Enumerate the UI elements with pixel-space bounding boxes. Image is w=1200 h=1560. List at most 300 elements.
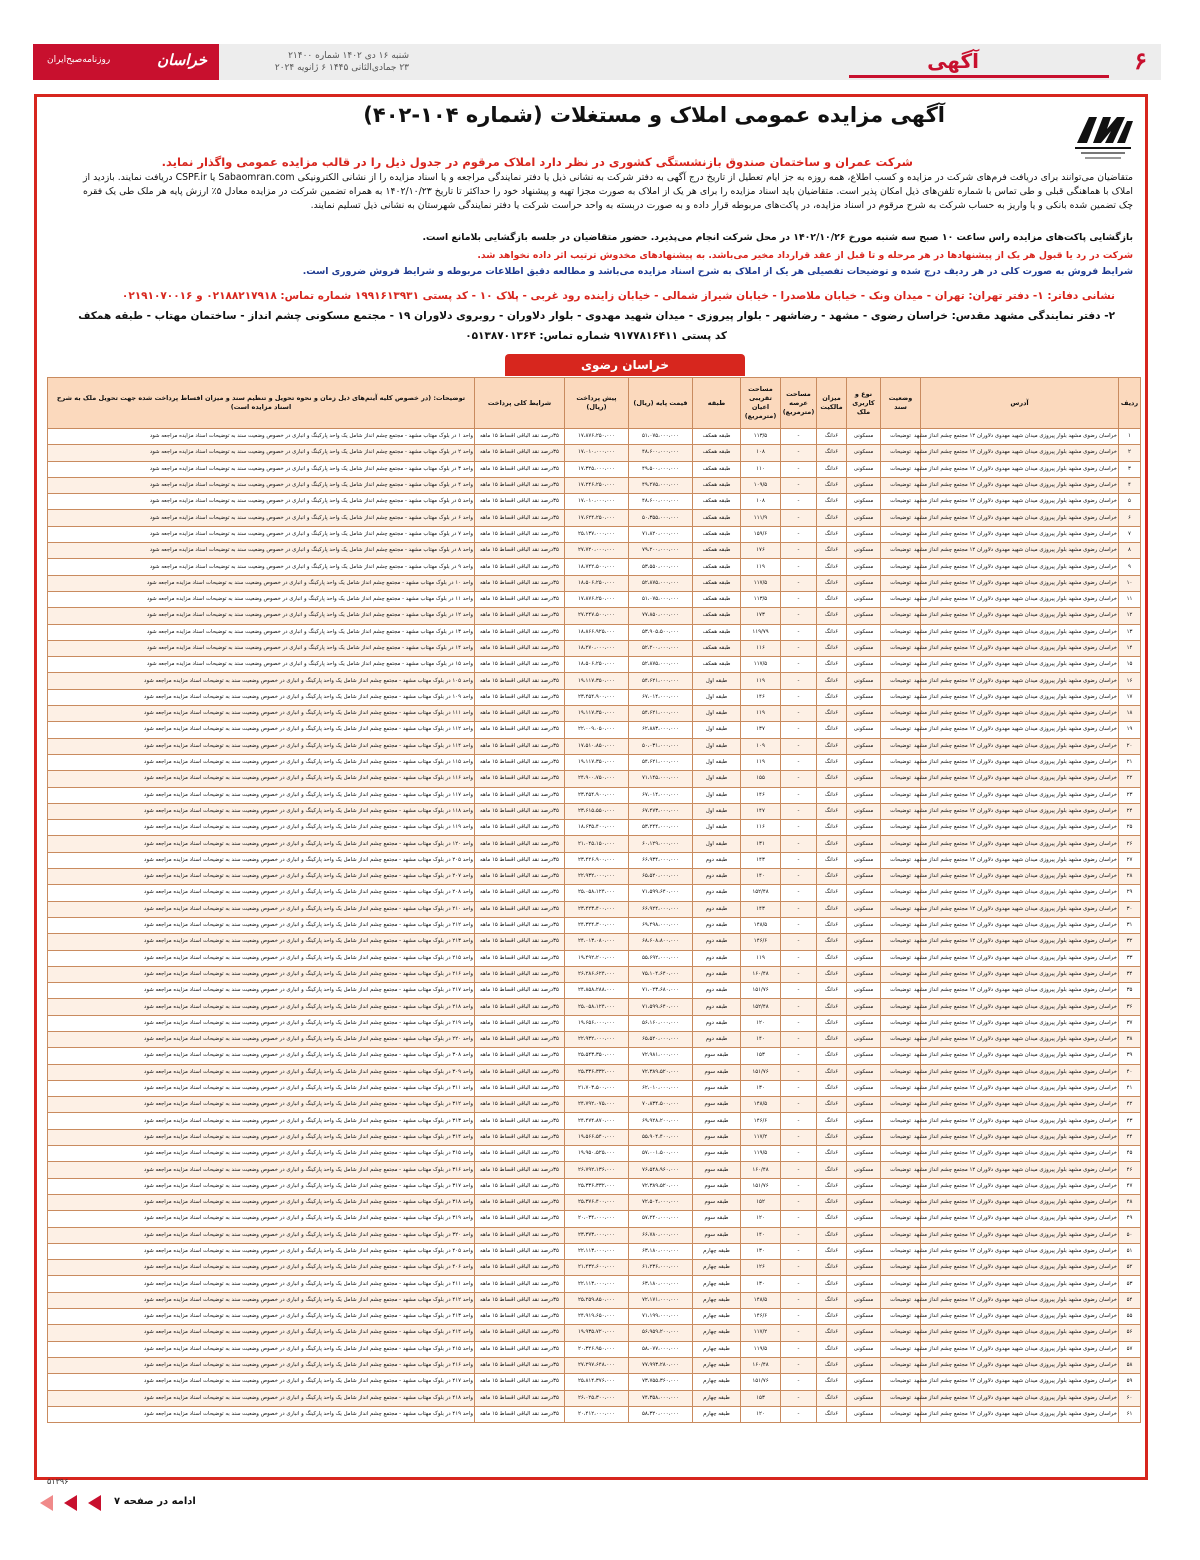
- description-cell: واحد ۶ در بلوک مهتاب مشهد - مجتمع چشم انداز شامل یک واحد پارکینگ و انباری در خصوص وضعیت سند به توضیحات اسناد مزایده مراجعه شود: [48, 510, 475, 526]
- description-cell: واحد ۲۱۷ در بلوک مهتاب مشهد - مجتمع چشم انداز شامل یک واحد پارکینگ و انباری در خصوص وضعیت سند به توضیحات اسناد مزایده مراجعه شود: [48, 983, 475, 999]
- floor-cell: طبقه سوم: [693, 1162, 741, 1178]
- row-number: ۴۲: [1119, 1097, 1141, 1113]
- payment-terms-cell: ۳۵درصد نقد الباقی اقساط ۱۵ ماهه: [475, 706, 565, 722]
- building-area-cell: ۱۵۵: [741, 771, 781, 787]
- table-row: [48, 624, 1141, 640]
- company-logo-icon: [1067, 103, 1137, 165]
- description-cell: واحد ۲۰۵ در بلوک مهتاب مشهد - مجتمع چشم انداز شامل یک واحد پارکینگ و انباری در خصوص وضعیت سند به توضیحات اسناد مزایده مراجعه شود: [48, 852, 475, 868]
- usage-cell: مسکونی: [847, 1048, 881, 1064]
- row-number: ۳۳: [1119, 950, 1141, 966]
- table-row: [48, 673, 1141, 689]
- building-area-cell: ۱۵۱/۷۶: [741, 1178, 781, 1194]
- prepayment-cell: ۱۹،۹۳۵،۷۲۰،۰۰۰: [565, 1325, 629, 1341]
- description-cell: واحد ۱۳ در بلوک مهتاب مشهد - مجتمع چشم انداز شامل یک واحد پارکینگ و انباری در خصوص وضعیت سند به توضیحات اسناد مزایده مراجعه شود: [48, 624, 475, 640]
- table-row: [48, 1227, 1141, 1243]
- doc-status-cell: توضیحات: [881, 1097, 921, 1113]
- land-area-cell: -: [781, 559, 817, 575]
- land-area-cell: -: [781, 1064, 817, 1080]
- prepayment-cell: ۱۹،۱۱۷،۳۵۰،۰۰۰: [565, 706, 629, 722]
- ownership-cell: ۶دانگ: [817, 1374, 847, 1390]
- usage-cell: مسکونی: [847, 901, 881, 917]
- usage-cell: مسکونی: [847, 1097, 881, 1113]
- description-cell: واحد ۱۲ در بلوک مهتاب مشهد - مجتمع چشم انداز شامل یک واحد پارکینگ و انباری در خصوص وضعیت سند به توضیحات اسناد مزایده مراجعه شود: [48, 608, 475, 624]
- table-row: [48, 526, 1141, 542]
- base-price-cell: ۷۱،۱۴۵،۰۰۰،۰۰۰: [629, 771, 693, 787]
- table-row: [48, 950, 1141, 966]
- doc-status-cell: توضیحات: [881, 559, 921, 575]
- payment-terms-cell: ۳۵درصد نقد الباقی اقساط ۱۵ ماهه: [475, 1292, 565, 1308]
- base-price-cell: ۷۶،۵۴۸،۹۶۰،۰۰۰: [629, 1162, 693, 1178]
- table-row: [48, 1309, 1141, 1325]
- base-price-cell: ۶۷،۰۱۴،۰۰۰،۰۰۰: [629, 787, 693, 803]
- building-area-cell: ۱۱۹/۵: [741, 1341, 781, 1357]
- building-area-cell: ۱۱۹/۵: [741, 1146, 781, 1162]
- row-number: ۱۹: [1119, 722, 1141, 738]
- description-cell: واحد ۴۱۷ در بلوک مهتاب مشهد - مجتمع چشم انداز شامل یک واحد پارکینگ و انباری در خصوص وضعیت سند به توضیحات اسناد مزایده مراجعه شود: [48, 1374, 475, 1390]
- prepayment-cell: ۱۷،۵۱۰،۸۵۰،۰۰۰: [565, 738, 629, 754]
- floor-cell: طبقه اول: [693, 706, 741, 722]
- base-price-cell: ۷۱،۵۹۹،۶۴۰،۰۰۰: [629, 885, 693, 901]
- description-cell: واحد ۳۱۵ در بلوک مهتاب مشهد - مجتمع چشم انداز شامل یک واحد پارکینگ و انباری در خصوص وضعیت سند به توضیحات اسناد مزایده مراجعه شود: [48, 1146, 475, 1162]
- continued-on-page[interactable]: ادامه در صفحه ۷: [114, 1496, 196, 1507]
- ownership-cell: ۶دانگ: [817, 803, 847, 819]
- floor-cell: طبقه همکف: [693, 526, 741, 542]
- prepayment-cell: ۱۷،۶۲۴،۲۵۰،۰۰۰: [565, 510, 629, 526]
- address-cell: خراسان رضوی مشهد بلوار پیروزی میدان شهید مهدوی دلاوران ۱۲ مجتمع چشم انداز مشهد: [921, 494, 1119, 510]
- description-cell: واحد ۱۴ در بلوک مهتاب مشهد - مجتمع چشم انداز شامل یک واحد پارکینگ و انباری در خصوص وضعیت سند به توضیحات اسناد مزایده مراجعه شود: [48, 640, 475, 656]
- doc-status-cell: توضیحات: [881, 575, 921, 591]
- column-header: شرایط کلی پرداخت: [475, 378, 565, 429]
- prepayment-cell: ۲۴،۳۲۴،۳۰۰،۰۰۰: [565, 917, 629, 933]
- doc-status-cell: توضیحات: [881, 1325, 921, 1341]
- payment-terms-cell: ۳۵درصد نقد الباقی اقساط ۱۵ ماهه: [475, 999, 565, 1015]
- building-area-cell: ۱۲۶: [741, 1260, 781, 1276]
- description-cell: واحد ۳۱۲ در بلوک مهتاب مشهد - مجتمع چشم انداز شامل یک واحد پارکینگ و انباری در خصوص وضعیت سند به توضیحات اسناد مزایده مراجعه شود: [48, 1097, 475, 1113]
- prepayment-cell: ۲۳،۶۱۵،۵۵۰،۰۰۰: [565, 803, 629, 819]
- base-price-cell: ۶۲،۸۸۳،۰۰۰،۰۰۰: [629, 722, 693, 738]
- description-cell: واحد ۴۱۲ در بلوک مهتاب مشهد - مجتمع چشم انداز شامل یک واحد پارکینگ و انباری در خصوص وضعیت سند به توضیحات اسناد مزایده مراجعه شود: [48, 1292, 475, 1308]
- usage-cell: مسکونی: [847, 1325, 881, 1341]
- table-row: [48, 575, 1141, 591]
- doc-status-cell: توضیحات: [881, 722, 921, 738]
- payment-terms-cell: ۳۵درصد نقد الباقی اقساط ۱۵ ماهه: [475, 477, 565, 493]
- ownership-cell: ۶دانگ: [817, 608, 847, 624]
- prepayment-cell: ۱۷،۸۷۶،۲۵۰،۰۰۰: [565, 591, 629, 607]
- usage-cell: مسکونی: [847, 657, 881, 673]
- usage-cell: مسکونی: [847, 1227, 881, 1243]
- prepayment-cell: ۲۷،۷۲۰،۰۰۰،۰۰۰: [565, 543, 629, 559]
- floor-cell: طبقه همکف: [693, 608, 741, 624]
- description-cell: واحد ۴۰۵ در بلوک مهتاب مشهد - مجتمع چشم انداز شامل یک واحد پارکینگ و انباری در خصوص وضعیت سند به توضیحات اسناد مزایده مراجعه شود: [48, 1243, 475, 1259]
- payment-terms-cell: ۳۵درصد نقد الباقی اقساط ۱۵ ماهه: [475, 1097, 565, 1113]
- land-area-cell: -: [781, 1260, 817, 1276]
- description-cell: واحد ۱۰ در بلوک مهتاب مشهد - مجتمع چشم انداز شامل یک واحد پارکینگ و انباری در خصوص وضعیت سند به توضیحات اسناد مزایده مراجعه شود: [48, 575, 475, 591]
- usage-cell: مسکونی: [847, 836, 881, 852]
- floor-cell: طبقه دوم: [693, 917, 741, 933]
- payment-terms-cell: ۳۵درصد نقد الباقی اقساط ۱۵ ماهه: [475, 1211, 565, 1227]
- doc-status-cell: توضیحات: [881, 494, 921, 510]
- address-cell: خراسان رضوی مشهد بلوار پیروزی میدان شهید مهدوی دلاوران ۱۲ مجتمع چشم انداز مشهد: [921, 803, 1119, 819]
- ownership-cell: ۶دانگ: [817, 722, 847, 738]
- building-area-cell: ۱۷۳: [741, 608, 781, 624]
- floor-cell: طبقه دوم: [693, 901, 741, 917]
- ownership-cell: ۶دانگ: [817, 657, 847, 673]
- doc-status-cell: توضیحات: [881, 738, 921, 754]
- payment-terms-cell: ۳۵درصد نقد الباقی اقساط ۱۵ ماهه: [475, 1048, 565, 1064]
- ownership-cell: ۶دانگ: [817, 1406, 847, 1422]
- row-number: ۵۱: [1119, 1243, 1141, 1259]
- floor-cell: طبقه چهارم: [693, 1341, 741, 1357]
- table-row: [48, 1015, 1141, 1031]
- prepayment-cell: ۱۸،۷۴۲،۵۰۰،۰۰۰: [565, 559, 629, 575]
- building-area-cell: ۱۵۳: [741, 1048, 781, 1064]
- doc-status-cell: توضیحات: [881, 869, 921, 885]
- table-row: [48, 1129, 1141, 1145]
- building-area-cell: ۱۱۳/۵: [741, 429, 781, 445]
- floor-cell: طبقه سوم: [693, 1146, 741, 1162]
- usage-cell: مسکونی: [847, 1129, 881, 1145]
- address-cell: خراسان رضوی مشهد بلوار پیروزی میدان شهید مهدوی دلاوران ۱۲ مجتمع چشم انداز مشهد: [921, 917, 1119, 933]
- prepayment-cell: ۲۱،۴۳۲،۶۰۰،۰۰۰: [565, 1260, 629, 1276]
- table-row: [48, 657, 1141, 673]
- doc-status-cell: توضیحات: [881, 1276, 921, 1292]
- address-cell: خراسان رضوی مشهد بلوار پیروزی میدان شهید مهدوی دلاوران ۱۲ مجتمع چشم انداز مشهد: [921, 787, 1119, 803]
- address-cell: خراسان رضوی مشهد بلوار پیروزی میدان شهید مهدوی دلاوران ۱۲ مجتمع چشم انداز مشهد: [921, 1211, 1119, 1227]
- payment-terms-cell: ۳۵درصد نقد الباقی اقساط ۱۵ ماهه: [475, 608, 565, 624]
- address-cell: خراسان رضوی مشهد بلوار پیروزی میدان شهید مهدوی دلاوران ۱۲ مجتمع چشم انداز مشهد: [921, 1292, 1119, 1308]
- table-row: [48, 1374, 1141, 1390]
- ownership-cell: ۶دانگ: [817, 1048, 847, 1064]
- description-cell: واحد ۴۱۴ در بلوک مهتاب مشهد - مجتمع چشم انداز شامل یک واحد پارکینگ و انباری در خصوص وضعیت سند به توضیحات اسناد مزایده مراجعه شود: [48, 1325, 475, 1341]
- doc-status-cell: توضیحات: [881, 477, 921, 493]
- payment-terms-cell: ۳۵درصد نقد الباقی اقساط ۱۵ ماهه: [475, 1015, 565, 1031]
- floor-cell: طبقه سوم: [693, 1227, 741, 1243]
- ownership-cell: ۶دانگ: [817, 1097, 847, 1113]
- ownership-cell: ۶دانگ: [817, 983, 847, 999]
- building-area-cell: ۱۴۰: [741, 1031, 781, 1047]
- table-row: [48, 510, 1141, 526]
- ownership-cell: ۶دانگ: [817, 1064, 847, 1080]
- floor-cell: طبقه اول: [693, 722, 741, 738]
- prepayment-cell: ۲۵،۲۵۹،۸۵۰،۰۰۰: [565, 1292, 629, 1308]
- address-cell: خراسان رضوی مشهد بلوار پیروزی میدان شهید مهدوی دلاوران ۱۲ مجتمع چشم انداز مشهد: [921, 1374, 1119, 1390]
- building-area-cell: ۱۴۶/۶: [741, 1113, 781, 1129]
- usage-cell: مسکونی: [847, 950, 881, 966]
- description-cell: واحد ۳ در بلوک مهتاب مشهد - مجتمع چشم انداز شامل یک واحد پارکینگ و انباری در خصوص وضعیت سند به توضیحات اسناد مزایده مراجعه شود: [48, 461, 475, 477]
- mashhad-office-address: ۲- دفتر نمایندگی مشهد مقدس: خراسان رضوی - مشهد - رضاشهر - بلوار پیروزی - میدان شهید مهدوی - بلوار دلاوران - روبروی دلاوران ۱۹ - مجتمع مسکونی چشم انداز - ساختمان مهتاب - طبقه همکف: [78, 310, 1115, 322]
- prepayment-cell: ۲۵،۳۳۶،۳۳۲،۰۰۰: [565, 1064, 629, 1080]
- row-number: ۲۴: [1119, 803, 1141, 819]
- land-area-cell: -: [781, 591, 817, 607]
- doc-status-cell: توضیحات: [881, 673, 921, 689]
- building-area-cell: ۱۱۷/۲: [741, 1129, 781, 1145]
- building-area-cell: ۱۱۷/۲: [741, 1325, 781, 1341]
- ownership-cell: ۶دانگ: [817, 1015, 847, 1031]
- building-area-cell: ۱۰۹/۵: [741, 477, 781, 493]
- address-cell: خراسان رضوی مشهد بلوار پیروزی میدان شهید مهدوی دلاوران ۱۲ مجتمع چشم انداز مشهد: [921, 706, 1119, 722]
- doc-status-cell: توضیحات: [881, 754, 921, 770]
- column-header: وضعیت سند: [881, 378, 921, 429]
- address-cell: خراسان رضوی مشهد بلوار پیروزی میدان شهید مهدوی دلاوران ۱۲ مجتمع چشم انداز مشهد: [921, 575, 1119, 591]
- doc-status-cell: توضیحات: [881, 1080, 921, 1096]
- ownership-cell: ۶دانگ: [817, 689, 847, 705]
- usage-cell: مسکونی: [847, 1113, 881, 1129]
- prepayment-cell: ۲۵،۳۷۶،۴۰۰،۰۰۰: [565, 1194, 629, 1210]
- description-cell: واحد ۱۱۸ در بلوک مهتاب مشهد - مجتمع چشم انداز شامل یک واحد پارکینگ و انباری در خصوص وضعیت سند به توضیحات اسناد مزایده مراجعه شود: [48, 803, 475, 819]
- usage-cell: مسکونی: [847, 1243, 881, 1259]
- payment-terms-cell: ۳۵درصد نقد الباقی اقساط ۱۵ ماهه: [475, 771, 565, 787]
- base-price-cell: ۷۲،۱۷۱،۰۰۰،۰۰۰: [629, 1292, 693, 1308]
- usage-cell: مسکونی: [847, 1374, 881, 1390]
- address-cell: خراسان رضوی مشهد بلوار پیروزی میدان شهید مهدوی دلاوران ۱۲ مجتمع چشم انداز مشهد: [921, 999, 1119, 1015]
- usage-cell: مسکونی: [847, 1390, 881, 1406]
- usage-cell: مسکونی: [847, 1080, 881, 1096]
- row-number: ۲۸: [1119, 869, 1141, 885]
- land-area-cell: -: [781, 429, 817, 445]
- floor-cell: طبقه چهارم: [693, 1374, 741, 1390]
- row-number: ۶: [1119, 510, 1141, 526]
- description-cell: واحد ۴۱۸ در بلوک مهتاب مشهد - مجتمع چشم انداز شامل یک واحد پارکینگ و انباری در خصوص وضعیت سند به توضیحات اسناد مزایده مراجعه شود: [48, 1390, 475, 1406]
- usage-cell: مسکونی: [847, 771, 881, 787]
- land-area-cell: -: [781, 461, 817, 477]
- description-cell: واحد ۳۱۳ در بلوک مهتاب مشهد - مجتمع چشم انداز شامل یک واحد پارکینگ و انباری در خصوص وضعیت سند به توضیحات اسناد مزایده مراجعه شود: [48, 1113, 475, 1129]
- address-cell: خراسان رضوی مشهد بلوار پیروزی میدان شهید مهدوی دلاوران ۱۲ مجتمع چشم انداز مشهد: [921, 510, 1119, 526]
- land-area-cell: -: [781, 1292, 817, 1308]
- address-cell: خراسان رضوی مشهد بلوار پیروزی میدان شهید مهدوی دلاوران ۱۲ مجتمع چشم انداز مشهد: [921, 640, 1119, 656]
- description-cell: واحد ۱۰۵ در بلوک مهتاب مشهد - مجتمع چشم انداز شامل یک واحد پارکینگ و انباری در خصوص وضعیت سند به توضیحات اسناد مزایده مراجعه شود: [48, 673, 475, 689]
- ownership-cell: ۶دانگ: [817, 445, 847, 461]
- floor-cell: طبقه سوم: [693, 1178, 741, 1194]
- floor-cell: طبقه چهارم: [693, 1276, 741, 1292]
- table-row: [48, 591, 1141, 607]
- land-area-cell: -: [781, 983, 817, 999]
- ownership-cell: ۶دانگ: [817, 820, 847, 836]
- ownership-cell: ۶دانگ: [817, 494, 847, 510]
- floor-cell: طبقه همکف: [693, 543, 741, 559]
- doc-status-cell: توضیحات: [881, 510, 921, 526]
- prepayment-cell: ۱۷،۸۷۶،۲۵۰،۰۰۰: [565, 429, 629, 445]
- land-area-cell: -: [781, 820, 817, 836]
- payment-terms-cell: ۳۵درصد نقد الباقی اقساط ۱۵ ماهه: [475, 950, 565, 966]
- prepayment-cell: ۱۹،۱۱۷،۳۵۰،۰۰۰: [565, 754, 629, 770]
- base-price-cell: ۵۵،۹۰۴،۴۰۰،۰۰۰: [629, 1129, 693, 1145]
- address-cell: خراسان رضوی مشهد بلوار پیروزی میدان شهید مهدوی دلاوران ۱۲ مجتمع چشم انداز مشهد: [921, 1097, 1119, 1113]
- building-area-cell: ۱۰۸: [741, 494, 781, 510]
- base-price-cell: ۵۶،۱۶۰،۰۰۰،۰۰۰: [629, 1015, 693, 1031]
- payment-terms-cell: ۳۵درصد نقد الباقی اقساط ۱۵ ماهه: [475, 983, 565, 999]
- usage-cell: مسکونی: [847, 1357, 881, 1373]
- prepayment-cell: ۱۹،۵۶۶،۵۴۰،۰۰۰: [565, 1129, 629, 1145]
- usage-cell: مسکونی: [847, 624, 881, 640]
- prepayment-cell: ۱۹،۹۵۰،۵۲۵،۰۰۰: [565, 1146, 629, 1162]
- prepayment-cell: ۱۹،۶۵۶،۰۰۰،۰۰۰: [565, 1015, 629, 1031]
- doc-status-cell: توضیحات: [881, 1048, 921, 1064]
- base-price-cell: ۵۳،۹۰۵،۵۰۰،۰۰۰: [629, 624, 693, 640]
- usage-cell: مسکونی: [847, 575, 881, 591]
- floor-cell: طبقه سوم: [693, 1211, 741, 1227]
- payment-terms-cell: ۳۵درصد نقد الباقی اقساط ۱۵ ماهه: [475, 836, 565, 852]
- payment-terms-cell: ۳۵درصد نقد الباقی اقساط ۱۵ ماهه: [475, 1276, 565, 1292]
- column-header: مساحت تقریبی اعیان (مترمربع): [741, 378, 781, 429]
- address-cell: خراسان رضوی مشهد بلوار پیروزی میدان شهید مهدوی دلاوران ۱۲ مجتمع چشم انداز مشهد: [921, 477, 1119, 493]
- floor-cell: طبقه چهارم: [693, 1357, 741, 1373]
- address-cell: خراسان رضوی مشهد بلوار پیروزی میدان شهید مهدوی دلاوران ۱۲ مجتمع چشم انداز مشهد: [921, 885, 1119, 901]
- row-number: ۵۶: [1119, 1325, 1141, 1341]
- base-price-cell: ۵۶،۹۵۹،۲۰۰،۰۰۰: [629, 1325, 693, 1341]
- payment-terms-cell: ۳۵درصد نقد الباقی اقساط ۱۵ ماهه: [475, 640, 565, 656]
- table-row: [48, 1390, 1141, 1406]
- doc-status-cell: توضیحات: [881, 917, 921, 933]
- description-cell: واحد ۱۱۲ در بلوک مهتاب مشهد - مجتمع چشم انداز شامل یک واحد پارکینگ و انباری در خصوص وضعیت سند به توضیحات اسناد مزایده مراجعه شود: [48, 722, 475, 738]
- prepayment-cell: ۲۲،۱۱۳،۰۰۰،۰۰۰: [565, 1243, 629, 1259]
- usage-cell: مسکونی: [847, 477, 881, 493]
- land-area-cell: -: [781, 1194, 817, 1210]
- column-header: پیش پرداخت (ریال): [565, 378, 629, 429]
- land-area-cell: -: [781, 1146, 817, 1162]
- prepayment-cell: ۱۷،۳۲۵،۰۰۰،۰۰۰: [565, 461, 629, 477]
- row-number: ۴۴: [1119, 1129, 1141, 1145]
- ownership-cell: ۶دانگ: [817, 673, 847, 689]
- column-header: طبقه: [693, 378, 741, 429]
- floor-cell: طبقه چهارم: [693, 1406, 741, 1422]
- row-number: ۱۰: [1119, 575, 1141, 591]
- table-row: [48, 494, 1141, 510]
- doc-status-cell: توضیحات: [881, 1129, 921, 1145]
- floor-cell: طبقه همکف: [693, 575, 741, 591]
- floor-cell: طبقه همکف: [693, 461, 741, 477]
- doc-status-cell: توضیحات: [881, 543, 921, 559]
- building-area-cell: ۱۴۰: [741, 1227, 781, 1243]
- row-number: ۳۱: [1119, 917, 1141, 933]
- land-area-cell: -: [781, 1390, 817, 1406]
- address-cell: خراسان رضوی مشهد بلوار پیروزی میدان شهید مهدوی دلاوران ۱۲ مجتمع چشم انداز مشهد: [921, 689, 1119, 705]
- row-number: ۵: [1119, 494, 1141, 510]
- usage-cell: مسکونی: [847, 1178, 881, 1194]
- base-price-cell: ۷۲،۳۸۹،۵۲۰،۰۰۰: [629, 1064, 693, 1080]
- doc-status-cell: توضیحات: [881, 657, 921, 673]
- prepayment-cell: ۲۵،۳۳۶،۳۳۲،۰۰۰: [565, 1178, 629, 1194]
- floor-cell: طبقه اول: [693, 689, 741, 705]
- table-row: [48, 901, 1141, 917]
- payment-terms-cell: ۳۵درصد نقد الباقی اقساط ۱۵ ماهه: [475, 934, 565, 950]
- doc-status-cell: توضیحات: [881, 429, 921, 445]
- prepayment-cell: ۲۶،۷۹۲،۱۳۶،۰۰۰: [565, 1162, 629, 1178]
- row-number: ۳۲: [1119, 934, 1141, 950]
- base-price-cell: ۵۷،۲۴۰،۰۰۰،۰۰۰: [629, 1211, 693, 1227]
- address-cell: خراسان رضوی مشهد بلوار پیروزی میدان شهید مهدوی دلاوران ۱۲ مجتمع چشم انداز مشهد: [921, 771, 1119, 787]
- payment-terms-cell: ۳۵درصد نقد الباقی اقساط ۱۵ ماهه: [475, 803, 565, 819]
- address-cell: خراسان رضوی مشهد بلوار پیروزی میدان شهید مهدوی دلاوران ۱۲ مجتمع چشم انداز مشهد: [921, 1341, 1119, 1357]
- usage-cell: مسکونی: [847, 526, 881, 542]
- doc-status-cell: توضیحات: [881, 1374, 921, 1390]
- prepayment-cell: ۱۹،۴۹۲،۲۰۰،۰۰۰: [565, 950, 629, 966]
- prepayment-cell: ۲۲،۱۱۳،۰۰۰،۰۰۰: [565, 1276, 629, 1292]
- table-row: [48, 787, 1141, 803]
- address-cell: خراسان رضوی مشهد بلوار پیروزی میدان شهید مهدوی دلاوران ۱۲ مجتمع چشم انداز مشهد: [921, 983, 1119, 999]
- building-area-cell: ۱۱۱/۹: [741, 510, 781, 526]
- floor-cell: طبقه چهارم: [693, 1309, 741, 1325]
- floor-cell: طبقه اول: [693, 738, 741, 754]
- base-price-cell: ۶۶،۹۳۴،۰۰۰،۰۰۰: [629, 852, 693, 868]
- description-cell: واحد ۴۱۶ در بلوک مهتاب مشهد - مجتمع چشم انداز شامل یک واحد پارکینگ و انباری در خصوص وضعیت سند به توضیحات اسناد مزایده مراجعه شود: [48, 1357, 475, 1373]
- floor-cell: طبقه همکف: [693, 510, 741, 526]
- building-area-cell: ۱۳۷: [741, 722, 781, 738]
- table-row: [48, 1211, 1141, 1227]
- prepayment-cell: ۲۱،۷۰۳،۵۰۰،۰۰۰: [565, 1080, 629, 1096]
- base-price-cell: ۵۲،۲۰۰،۰۰۰،۰۰۰: [629, 640, 693, 656]
- base-price-cell: ۶۲،۰۱۰،۰۰۰،۰۰۰: [629, 1080, 693, 1096]
- doc-status-cell: توضیحات: [881, 803, 921, 819]
- floor-cell: طبقه اول: [693, 836, 741, 852]
- description-cell: واحد ۹ در بلوک مهتاب مشهد - مجتمع چشم انداز شامل یک واحد پارکینگ و انباری در خصوص وضعیت سند به توضیحات اسناد مزایده مراجعه شود: [48, 559, 475, 575]
- payment-terms-cell: ۳۵درصد نقد الباقی اقساط ۱۵ ماهه: [475, 1374, 565, 1390]
- arrow-left-icon: [40, 1495, 53, 1511]
- row-number: ۲۲: [1119, 771, 1141, 787]
- doc-status-cell: توضیحات: [881, 1162, 921, 1178]
- address-cell: خراسان رضوی مشهد بلوار پیروزی میدان شهید مهدوی دلاوران ۱۲ مجتمع چشم انداز مشهد: [921, 738, 1119, 754]
- auction-advertisement: [34, 94, 1148, 1486]
- row-number: ۳۸: [1119, 1031, 1141, 1047]
- description-cell: واحد ۳۱۷ در بلوک مهتاب مشهد - مجتمع چشم انداز شامل یک واحد پارکینگ و انباری در خصوص وضعیت سند به توضیحات اسناد مزایده مراجعه شود: [48, 1178, 475, 1194]
- property-table: [47, 377, 1141, 1423]
- floor-cell: طبقه سوم: [693, 1129, 741, 1145]
- table-header-row: [48, 378, 1141, 429]
- doc-status-cell: توضیحات: [881, 526, 921, 542]
- address-cell: خراسان رضوی مشهد بلوار پیروزی میدان شهید مهدوی دلاوران ۱۲ مجتمع چشم انداز مشهد: [921, 608, 1119, 624]
- base-price-cell: ۵۴،۶۲۱،۰۰۰،۰۰۰: [629, 754, 693, 770]
- ownership-cell: ۶دانگ: [817, 869, 847, 885]
- payment-terms-cell: ۳۵درصد نقد الباقی اقساط ۱۵ ماهه: [475, 722, 565, 738]
- page-number: ۶: [1134, 46, 1147, 75]
- base-price-cell: ۷۲،۳۸۹،۵۲۰،۰۰۰: [629, 1178, 693, 1194]
- table-row: [48, 722, 1141, 738]
- table-row: [48, 1341, 1141, 1357]
- description-cell: واحد ۵ در بلوک مهتاب مشهد - مجتمع چشم انداز شامل یک واحد پارکینگ و انباری در خصوص وضعیت سند به توضیحات اسناد مزایده مراجعه شود: [48, 494, 475, 510]
- building-area-cell: ۱۳۱: [741, 836, 781, 852]
- payment-terms-cell: ۳۵درصد نقد الباقی اقساط ۱۵ ماهه: [475, 657, 565, 673]
- mashhad-office-contact: کد پستی ۹۱۷۷۸۱۶۴۱۱ شماره تماس: ۰۵۱۳۸۷۰۱۳۶۴: [465, 330, 727, 342]
- base-price-cell: ۵۴،۶۲۱،۰۰۰،۰۰۰: [629, 673, 693, 689]
- payment-terms-cell: ۳۵درصد نقد الباقی اقساط ۱۵ ماهه: [475, 543, 565, 559]
- building-area-cell: ۱۱۷/۵: [741, 575, 781, 591]
- ownership-cell: ۶دانگ: [817, 1260, 847, 1276]
- usage-cell: مسکونی: [847, 640, 881, 656]
- row-number: ۴۹: [1119, 1211, 1141, 1227]
- prepayment-cell: ۲۳،۴۵۴،۹۰۰،۰۰۰: [565, 689, 629, 705]
- ownership-cell: ۶دانگ: [817, 754, 847, 770]
- doc-status-cell: توضیحات: [881, 1357, 921, 1373]
- doc-status-cell: توضیحات: [881, 591, 921, 607]
- doc-status-cell: توضیحات: [881, 950, 921, 966]
- ownership-cell: ۶دانگ: [817, 575, 847, 591]
- table-row: [48, 706, 1141, 722]
- land-area-cell: -: [781, 901, 817, 917]
- arrow-left-icon: [88, 1495, 101, 1511]
- payment-terms-cell: ۳۵درصد نقد الباقی اقساط ۱۵ ماهه: [475, 820, 565, 836]
- floor-cell: طبقه همکف: [693, 624, 741, 640]
- payment-terms-cell: ۳۵درصد نقد الباقی اقساط ۱۵ ماهه: [475, 1406, 565, 1422]
- payment-terms-cell: ۳۵درصد نقد الباقی اقساط ۱۵ ماهه: [475, 1227, 565, 1243]
- building-area-cell: ۱۶۰/۴۸: [741, 1162, 781, 1178]
- ad-title: آگهی مزایده عمومی املاک و مستغلات (شماره ۱۰۴-۴۰۲): [363, 103, 945, 127]
- row-number: ۲۹: [1119, 885, 1141, 901]
- prepayment-cell: ۲۰،۴۱۲،۰۰۰،۰۰۰: [565, 1406, 629, 1422]
- table-row: [48, 852, 1141, 868]
- row-number: ۴۱: [1119, 1080, 1141, 1096]
- usage-cell: مسکونی: [847, 983, 881, 999]
- description-cell: واحد ۲۱۵ در بلوک مهتاب مشهد - مجتمع چشم انداز شامل یک واحد پارکینگ و انباری در خصوص وضعیت سند به توضیحات اسناد مزایده مراجعه شود: [48, 950, 475, 966]
- payment-terms-cell: ۳۵درصد نقد الباقی اقساط ۱۵ ماهه: [475, 787, 565, 803]
